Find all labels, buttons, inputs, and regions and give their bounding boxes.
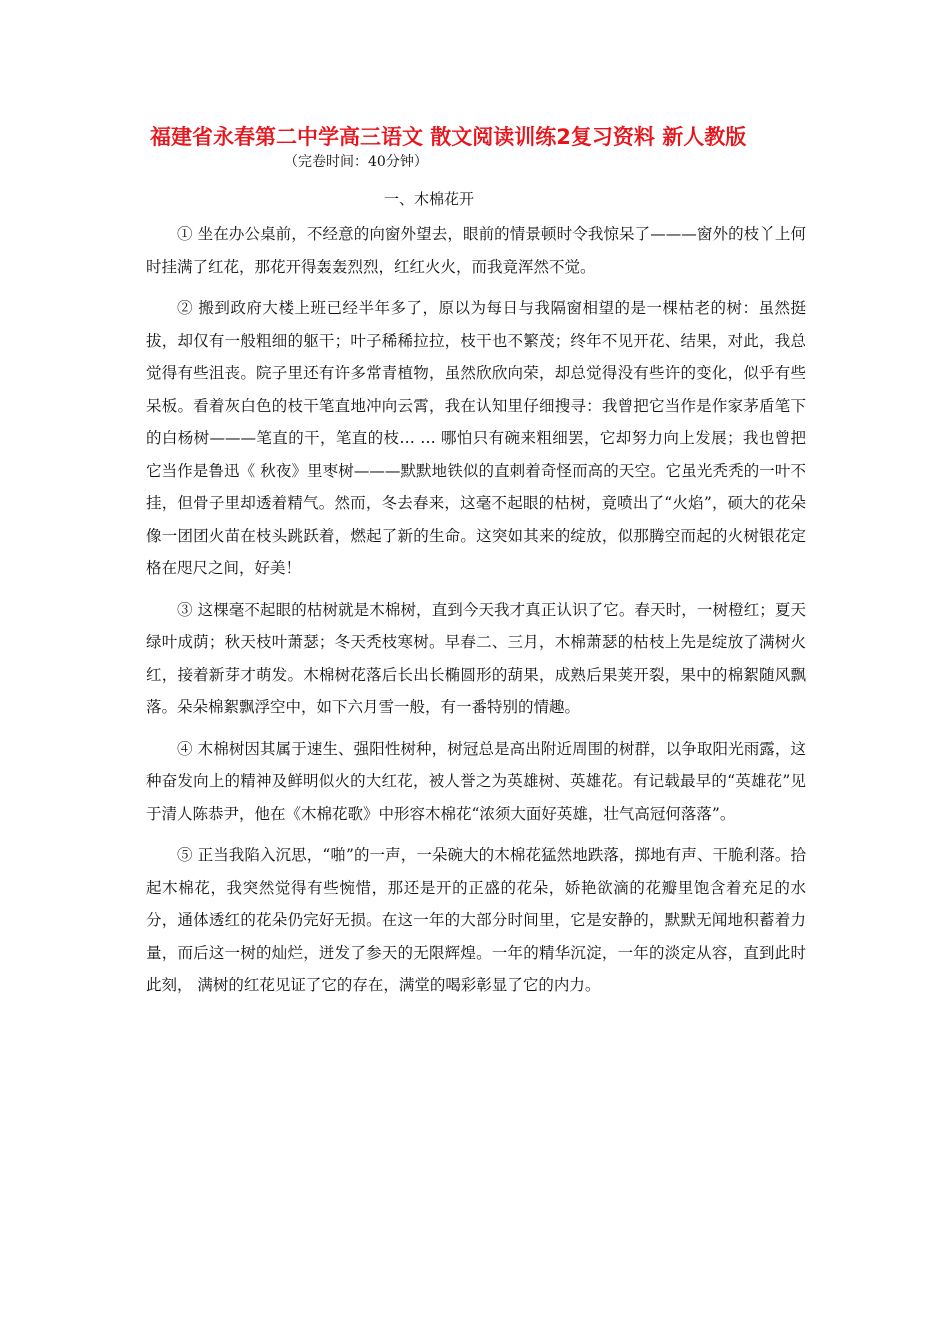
document-title: 福建省永春第二中学高三语文 散文阅读训练2复习资料 新人教版: [150, 125, 747, 149]
section-heading: 一、木棉花开: [384, 190, 475, 208]
paragraph-1: ① 坐在办公桌前，不经意的向窗外望去，眼前的情景顿时令我惊呆了———窗外的枝丫上何时挂满了红花，那花开得轰轰烈烈，红红火火，而我竟浑然不觉。: [146, 225, 806, 276]
paragraph-2: ② 搬到政府大楼上班已经半年多了，原以为每日与我隔窗相望的是一棵枯老的树：虽然挺拔，却仅有一般粗细的躯干；叶子稀稀拉拉，枝干也不繁茂；终年不见开花、结果，对此，我总觉得有些沮丧。院子里还有许多常青植物，虽然欣欣向荣，却总觉得没有些许的变化，似乎有些呆板。看着灰白色的枝干笔直地冲向云霄，我在认知里仔细搜寻：我曾把它当作是作家茅盾笔下的白杨树———笔直的干，笔直的枝… … 哪怕只有碗来粗细罢，它却努力向上发展；我也曾把它当作是鲁迅《 秋夜》里枣树———默默地铁似的直刺着奇怪而高的天空。它虽光秃秃的一叶不挂，但骨子里却透着精气。然而，冬去春来，这毫不起眼的枯树，竟喷出了“火焰”，硕大的花朵像一团团火苗在枝头跳跃着，燃起了新的生命。这突如其来的绽放，似那腾空而起的火树银花定格在咫尺之间，好美！: [146, 299, 806, 577]
paragraph-3: ③ 这棵毫不起眼的枯树就是木棉树，直到今天我才真正认识了它。春天时，一树橙红；夏天绿叶成荫；秋天枝叶萧瑟；冬天秃枝寒树。早春二、三月，木棉萧瑟的枯枝上先是绽放了满树火红，接着新芽才萌发。木棉树花落后长出长椭圆形的葫果，成熟后果荚开裂，果中的棉絮随风飘落。朵朵棉絮飘浮空中，如下六月雪一般，有一番特别的情趣。: [146, 600, 806, 716]
article-body: [146, 218, 806, 1011]
exam-time-note: （完卷时间：40分钟）: [284, 154, 428, 170]
paragraph-5: ⑤ 正当我陷入沉思，“啪”的一声，一朵碗大的木棉花猛然地跌落，掷地有声、干脆利落。拾起木棉花，我突然觉得有些惋惜，那还是开的正盛的花朵，娇艳欲滴的花瓣里饱含着充足的水分，通体透红的花朵仍完好无损。在这一年的大部分时间里，它是安静的，默默无闻地积蓄着力量，而后这一树的灿烂，迸发了参天的无限辉煌。一年的精华沉淀，一年的淡定从容，直到此时此刻， 满树的红花见证了它的存在，满堂的喝彩彰显了它的内力。: [146, 846, 806, 994]
paragraph-4: ④ 木棉树因其属于速生、强阳性树种，树冠总是高出附近周围的树群，以争取阳光雨露，这种奋发向上的精神及鲜明似火的大红花，被人誉之为英雄树、英雄花。有记载最早的“英雄花”见于清人陈恭尹，他在《木棉花歌》中形容木棉花“浓须大面好英雄，壮气高冠何落落”。: [146, 739, 806, 823]
